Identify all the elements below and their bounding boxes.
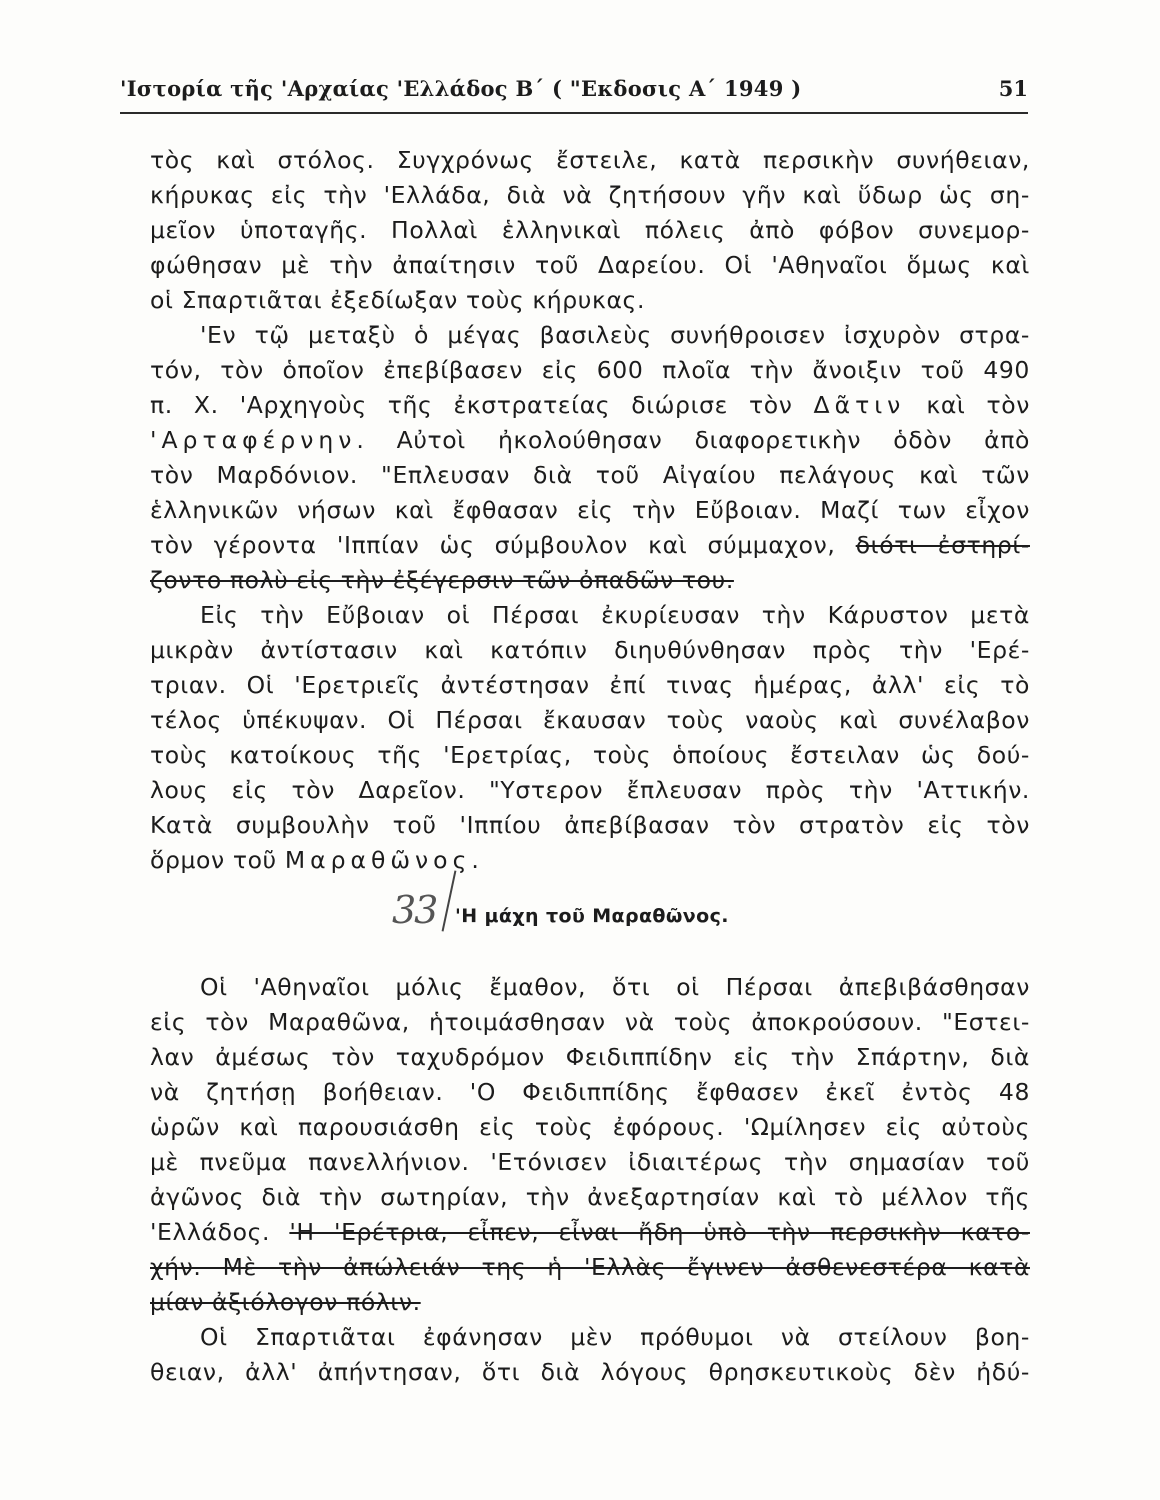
paragraph-2 [150, 318, 1030, 598]
struck-text: 'Η 'Ερέτρια, εἶπεν, εἶναι ἤδη ὑπὸ τὴν περσικὴν κατο- [289, 1218, 1030, 1246]
text-span: . Αὐτοὶ ἠκολούθησαν διαφορετικὴν ὁδὸν ἀπὸ [356, 426, 1030, 454]
text-line [150, 528, 1030, 563]
text-line: τὸς καὶ στόλος. Συγχρόνως ἔστειλε, κατὰ περσικὴν συνήθειαν, [150, 146, 1030, 174]
text-line: τέλος ὑπέκυψαν. Οἱ Πέρσαι ἔκαυσαν τοὺς ναοὺς καὶ συνέλαβον [150, 706, 1030, 734]
struck-text-line: ζοντο πολὺ εἰς τὴν ἐξέγερσιν τῶν ὀπαδῶν του. [150, 566, 734, 594]
text-line: τριαν. Οἱ 'Ερετριεῖς ἀντέστησαν ἐπί τινας ἡμέρας, ἀλλ' εἰς τὸ [150, 671, 1030, 699]
text-span: τὸν γέροντα 'Ιππίαν ὡς σύμβουλον καὶ σύμμαχον, [150, 531, 856, 559]
text-line: ἑλληνικῶν νήσων καὶ ἔφθασαν εἰς τὴν Εὔβοιαν. Μαζί των εἶχον [150, 496, 1030, 524]
text-line: 'Εν τῷ μεταξὺ ὁ μέγας βασιλεὺς συνήθροισεν ἰσχυρὸν στρα- [200, 321, 1030, 349]
text-line: φώθησαν μὲ τὴν ἀπαίτησιν τοῦ Δαρείου. Οἱ 'Αθηναῖοι ὅμως καὶ [150, 251, 1030, 279]
text-line: λους εἰς τὸν Δαρεῖον. "Υστερον ἔπλευσαν πρὸς τὴν 'Αττικήν. [150, 776, 1030, 804]
paragraph-4 [150, 970, 1030, 1320]
spaced-name-marathon: Μαραθῶνος. [284, 846, 484, 874]
struck-text: διότι ἐστηρί- [855, 531, 1030, 559]
text-line: τόν, τὸν ὁποῖον ἐπεβίβασεν εἰς 600 πλοῖα τὴν ἄνοιξιν τοῦ 490 [150, 356, 1030, 384]
page-number: 51 [998, 76, 1028, 101]
text-line: τοὺς κατοίκους τῆς 'Ερετρίας, τοὺς ὁποίους ἔστειλαν ὡς δού- [150, 741, 1030, 769]
text-span: ὅρμον τοῦ [150, 846, 285, 874]
spaced-name-artaphernes: 'Αρταφέρνην [150, 426, 357, 454]
text-line [150, 1215, 1030, 1250]
struck-text-line: μίαν ἀξιόλογον πόλιν. [150, 1288, 421, 1316]
text-line [150, 388, 1030, 423]
struck-text-line: χήν. Μὲ τὴν ἀπώλειάν της ἡ 'Ελλὰς ἔγινεν ἀσθενεστέρα κατὰ [150, 1253, 1030, 1281]
text-line: Οἱ Σπαρτιᾶται ἐφάνησαν μὲν πρόθυμοι νὰ στείλουν βοη- [200, 1323, 1030, 1351]
section-heading: 'Η μάχη τοῦ Μαραθῶνος. [455, 905, 729, 927]
text-line: νὰ ζητήσῃ βοήθειαν. 'Ο Φειδιππίδης ἔφθασεν ἐκεῖ ἐντὸς 48 [150, 1078, 1030, 1106]
text-line: ἀγῶνος διὰ τὴν σωτηρίαν, τὴν ἀνεξαρτησίαν καὶ τὸ μέλλον τῆς [150, 1183, 1030, 1211]
running-header [120, 72, 1028, 114]
text-line: οἱ Σπαρτιᾶται ἐξεδίωξαν τοὺς κήρυκας. [150, 286, 646, 314]
text-line [150, 423, 1030, 458]
text-span: 'Ελλάδος. [150, 1218, 290, 1246]
text-line: κήρυκας εἰς τὴν 'Ελλάδα, διὰ νὰ ζητήσουν γῆν καὶ ὕδωρ ὡς ση- [150, 181, 1030, 209]
text-line: μεῖον ὑποταγῆς. Πολλαὶ ἑλληνικαὶ πόλεις ἀπὸ φόβον συνεμορ- [150, 216, 1030, 244]
text-line [150, 843, 1030, 878]
text-span: καὶ τὸν [905, 391, 1030, 419]
paragraph-5 [150, 1320, 1030, 1390]
spaced-name-datis: Δᾶτιν [813, 391, 906, 419]
text-line: Οἱ 'Αθηναῖοι μόλις ἔμαθον, ὅτι οἱ Πέρσαι ἀπεβιβάσθησαν [200, 973, 1030, 1001]
text-line: εἰς τὸν Μαραθῶνα, ἡτοιμάσθησαν νὰ τοὺς ἀποκρούσουν. "Εστει- [150, 1008, 1030, 1036]
text-span: π. Χ. 'Αρχηγοὺς τῆς ἐκστρατείας διώρισε τὸν [150, 391, 814, 419]
text-line: μικρὰν ἀντίστασιν καὶ κατόπιν διηυθύνθησαν πρὸς τὴν 'Ερέ- [150, 636, 1030, 664]
handwritten-number: 33 [392, 888, 437, 932]
paragraph-3 [150, 598, 1030, 878]
text-line: Εἰς τὴν Εὔβοιαν οἱ Πέρσαι ἐκυρίευσαν τὴν Κάρυστον μετὰ [200, 601, 1030, 629]
text-line: μὲ πνεῦμα πανελλήνιον. 'Ετόνισεν ἰδιαιτέρως τὴν σημασίαν τοῦ [150, 1148, 1030, 1176]
header-title: 'Ιστορία τῆς 'Αρχαίας 'Ελλάδος Β΄ ( "Εκδοσις Α΄ 1949 ) [120, 76, 802, 101]
text-line: λαν ἀμέσως τὸν ταχυδρόμον Φειδιππίδην εἰς τὴν Σπάρτην, διὰ [150, 1043, 1030, 1071]
text-line: τὸν Μαρδόνιον. "Επλευσαν διὰ τοῦ Αἰγαίου πελάγους καὶ τῶν [150, 461, 1030, 489]
text-line: Κατὰ συμβουλὴν τοῦ 'Ιππίου ἀπεβίβασαν τὸν στρατὸν εἰς τὸν [150, 811, 1030, 839]
paragraph-1 [150, 143, 1030, 318]
text-line: ὡρῶν καὶ παρουσιάσθη εἰς τοὺς ἐφόρους. 'Ωμίλησεν εἰς αὐτοὺς [150, 1113, 1030, 1141]
text-line: θειαν, ἀλλ' ἀπήντησαν, ὅτι διὰ λόγους θρησκευτικοὺς δὲν ἠδύ- [150, 1358, 1030, 1386]
